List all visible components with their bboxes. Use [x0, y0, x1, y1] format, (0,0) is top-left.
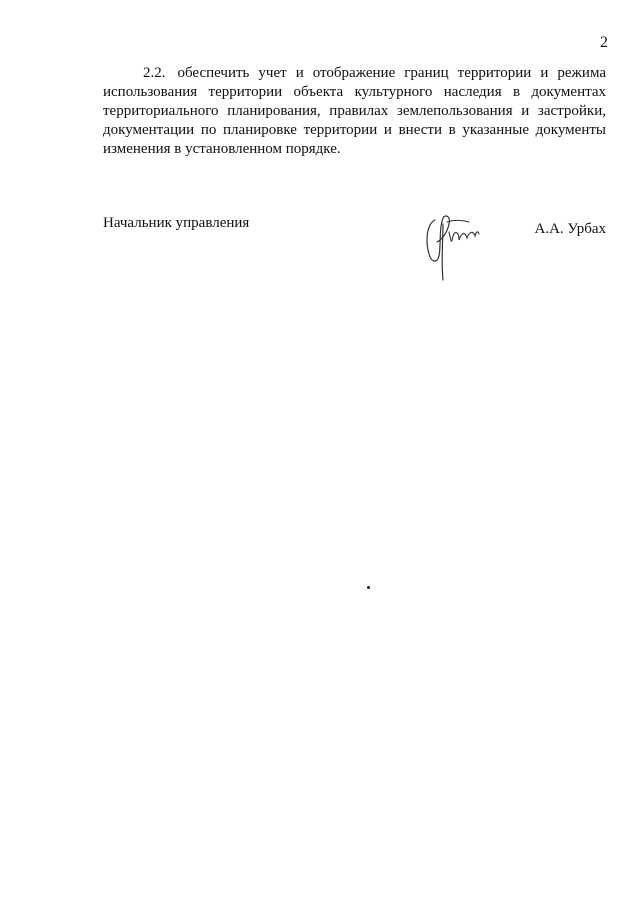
clause-text: обеспечить учет и отображение границ территории и режима использования территории объекта культурного наследия в документах территориального планирования, правилах землепользования и застройки, документации по планировке территории и внести в указанные документы изменения в установленном порядке.	[103, 65, 606, 157]
handwritten-signature-icon	[421, 210, 483, 282]
scan-speck	[367, 586, 370, 589]
page-number: 2	[600, 34, 608, 51]
signer-name: А.А. Урбах	[534, 221, 606, 237]
signature-block	[103, 214, 606, 284]
clause-paragraph	[103, 64, 606, 159]
clause-number: 2.2.	[143, 65, 166, 81]
signer-position: Начальник управления	[103, 215, 250, 231]
